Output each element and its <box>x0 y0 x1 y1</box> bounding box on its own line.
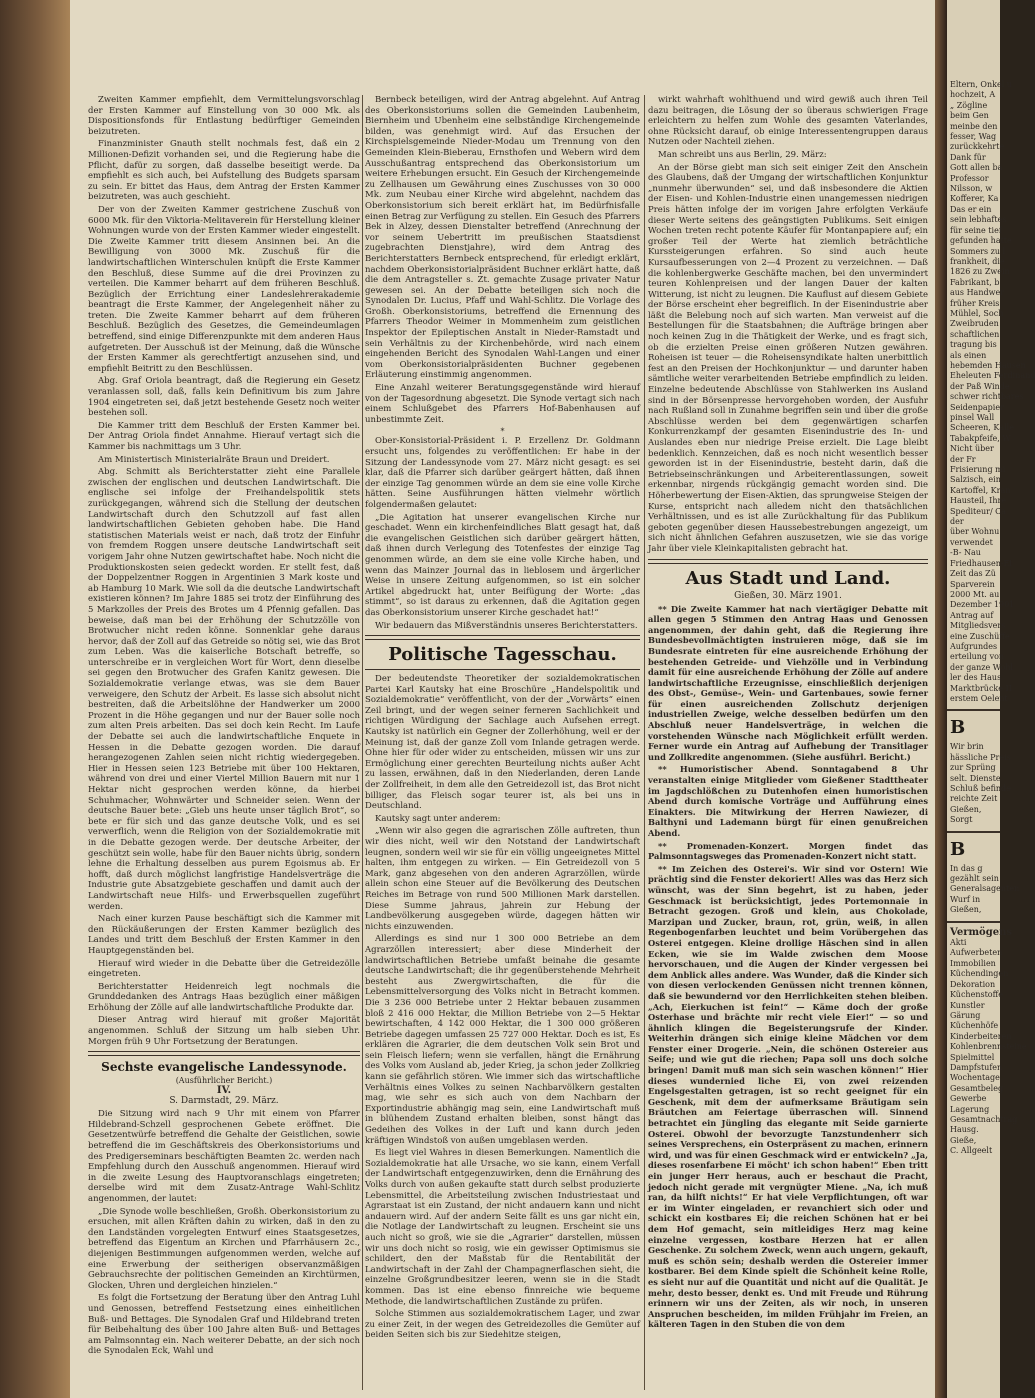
news-item: ** Im Zeichen des Osterei's. Wir sind vor Ostern! Wie prächtig sind die Fenster dekoriert! Alles was das Herz sich wünscht, was der Sinn begehrt, ist zu haben, jeder Geschmack ist berücksichtigt, jedes Portemonnaie in Betracht gezogen. Groß und klein, aus Chokolade, Marzipan und Zucker, braun, rot, grün, weiß, in allen Regenbogenfarben leuchtet und beim Vorübergehen das Osterei entgegen. Kleine drollige Häschen sind in allen Ecken, wie sie im Walde zwischen dem Moose hervorschauen, und die Augen der Kinder vergessen bei dem Anblick alles andere. Was Wunder, daß die Kinder sich von diesen verlockenden Genüssen nicht trennen können, daß sie bewundernd vor den Herrlichkeiten stehen bleiben. „Ach, Eierkuchen ist fein!“ — Käme doch der große Osterhase und brächte mir recht viele Eier!“ — so und ähnlich klingen die Begeisterungsrufe der Kinder. Weiterhin drängen sich einige kleine Mädchen vor dem Fenster einer Drogerie. „Nein, die schönen Ostereier aus Seife; und wie gut die riechen; Papa soll uns doch solche bringen! Damit muß man sich sein waschen können!“ Hier dieses wundernied liche Ei, von zwei reizenden Engelsgestalten getragen, ist so recht geeignet für ein Geschenk, mit dem der aufmerksame Bräutigam sein Bräutchen am Feiertage überraschen will. Sinnend betrachtet ein Jüngling das elegante mit Seide garnierte Osterei. Obwohl der bevorzugte Tanzstundenherr sich seines Versprechens, ein Osterpräsent zu machen, erinnern wird, und was für einen Geschmack wird er entwickeln? „Ja, dieses rosenfarbene Ei möcht' ich schon haben!“ Eben tritt ein junger Herr heraus, auch er beschaut die Pracht, jedoch nicht gerade mit vergnügter Miene. „Na, ich muß ran, da hilft nichts!“ Er hat viele Verpflichtungen, oft war er im Winter eingeladen, er revanchiert sich oder und schickt ein kostbares Ei; die reichen Schönen hat er bei dem Hof gemacht, sein mitleidiges Herz mag keine einzelne vergessen, kostbare Herzen hat er allen Geschenke. Zu solchem Zweck, wenn auch ungern, gekauft, muß es schön sein; deshalb werden die Ostereier immer kostbarer. Bei dem Kinde spielt die Schönheit keine Rolle, es sieht nur auf die Quantität und nicht auf die Qualität. Je mehr, desto besser, denkt es. Und mit Freude und Rührung erinnern wir uns der Zeiten, als wir noch, in unseren Anspruchen bescheiden, im milden Frühjahr im Freien, an kälteren Tagen in den Stuben die von dem <box>648 863 928 1330</box>
parliament-report <box>88 95 360 1047</box>
adjacent-page-line: hochzeit, A <box>950 90 996 100</box>
adjacent-page-line: schwer richtbares <box>950 392 1024 402</box>
adjacent-page-line: In das g <box>950 863 983 873</box>
adjacent-page-line: Salzisch, ein <box>950 475 1001 485</box>
adjacent-page-initial: B <box>950 717 966 739</box>
adjacent-page-line: ler des Haus <box>950 673 1002 683</box>
politics-article <box>365 644 640 1341</box>
adjacent-page-line: Professor <box>950 173 989 183</box>
adjacent-page-line: Seidenpapier <box>950 402 1004 412</box>
article-paragraph: Nach einer kurzen Pause beschäftigt sich die Kammer mit den Rückäußerungen der Ersten Kammer bezüglich des Landes und tritt dem Beschluß der Ersten Kammer in den Hauptgegenständen bei. <box>88 914 360 956</box>
adjacent-page-line: Tabakpfeife, W <box>950 433 1011 443</box>
adjacent-page-line: -B- Nau <box>950 548 981 558</box>
adjacent-page-line: beim Gen <box>950 111 989 121</box>
article-paragraph: wirkt wahrhaft wohlthuend und wird gewiß auch ihren Teil dazu beitragen, die Lösung der so überaus schwierigen Frage erleichtern zu helfen zum Wohle des gesamten Vaterlandes, ohne Rücksicht darauf, ob einige Interessentengruppen daraus Nutzen oder Nachteil ziehen. <box>648 95 928 148</box>
adjacent-page-line: zur Sprüng <box>950 763 996 773</box>
adjacent-page-line: Hausteil, Ihre <box>950 496 1007 506</box>
article-paragraph: Bernbeck beteiligen, wird der Antrag abgelehnt. Auf Antrag des Oberkonsistoriums sollen die Gemeinden Laubenheim, Biernheim und Ubenheim eine selbständige Kirchengemeinde bilden, was genehmigt wird. Auf das Ersuchen der Kirchspielsgemeinde Nieder-Modau um Trennung von den Gemeinden Klein-Bieberau, Ernsthofen und Webern wird dem Ausschußantrag entsprechend das Oberkonsistorium um weitere Erhebungen ersucht. Ein Gesuch der Kirchengemeinde zu Zellhausen um Gewährung eines Zuschusses von 30 000 Mk. zum Neubau einer Kirche wird abgelehnt, nachdem das Oberkonsistorium sich bereit erklärt hat, im Bedürfnisfalle einen Betrag zur Verfügung zu stellen. Ein Gesuch des Pfarrers Bek in Alzey, dessen Dienstalter betreffend (Anrechnung der vor seinem Uebertritt im preußischen Staatsdienst zugebrachten Dienstjahre), wird dem Antrag des Berichterstatters Bernbeck entsprechend, für erledigt erklärt, nachdem Oberkonsistorialpräsident Buchner erklärt hatte, daß die dem Antragsteller s. Zt. gemachte Zusage privater Natur gewesen sei. An der Debatte beteiligen sich noch die Synodalen Dr. Lucius, Pfaff und Wahl-Schlitz. Die Vorlage des Großh. Oberkonsistoriums, betreffend die Ernennung des Pfarrers Theodor Weimer in Mommenheim zum geistlichen Inspektor der Epileptischen Anstalt in Nieder-Ramstadt und sein Verhältnis zu der Kirchenbehörde, wird nach einem eingehenden Bericht des Synodalen Wahl-Langen und einer vom Oberkonsistorialpräsidenten Buchner gegebenen Erläuterung einstimmig angenommen. <box>365 95 640 381</box>
adjacent-page-line: Schluß befinde <box>950 784 1011 793</box>
column-rule-1 <box>362 95 363 1390</box>
adjacent-page-line: der Fr <box>950 454 976 464</box>
adjacent-page-line: Mitgliedsvers <box>950 621 1006 631</box>
adjacent-page-line: Küchenstoffe <box>950 990 1004 1000</box>
adjacent-page-line: über Wohnu <box>950 527 1000 537</box>
synod-dateline: S. Darmstadt, 29. März. <box>169 1096 279 1107</box>
adjacent-page-line: Marktbrücke II <box>950 683 1012 693</box>
adjacent-page-rule <box>947 831 1000 833</box>
adjacent-page-heading: Vermögens <box>950 926 1012 938</box>
adjacent-page-line: hebemden Hausen <box>950 360 1026 370</box>
adjacent-page-text-top <box>947 80 1035 704</box>
column-rule-2 <box>644 95 645 1390</box>
article-paragraph: Der bedeutendste Theoretiker der sozialdemokratischen Partei Karl Kautsky hat eine Broschüre „Handelspolitik und Sozialdemokratie“ veröffentlicht, von der der „Vorwärts“ einen Zeil bringt, und der wegen seiner ferneren Sachlichkeit und richtigen Würdigung der Sachlage auch Aufsehen erregt. Kautsky ist natürlich ein Gegner der Zollerhöhung, weil er der Meinung ist, daß der ganze Zoll vom Inlande getragen werde. Ohne hier für oder wider zu entscheiden, müssen wir uns zur Ermöglichung einer gerechten Beurteilung nichts außer Acht zu lassen, erwähnen, daß in den Niederlanden, deren Lande der Zollfreiheit, in dem alle den Getreidezoll ist, das Brot nicht billiger, das Fleisch sogar teurer ist, als bei uns in Deutschland. <box>365 674 640 812</box>
economy-article <box>648 95 928 555</box>
adjacent-page-line: Fabrikant, b <box>950 277 1000 287</box>
adjacent-page-line: Gärung <box>950 1010 981 1020</box>
adjacent-page-line: Dampfstufen <box>950 1062 1003 1072</box>
section-divider <box>648 559 928 564</box>
adjacent-page-line: der <box>950 517 964 527</box>
adjacent-page-line: Frisierung mi <box>950 465 1006 475</box>
synod-continuation <box>365 95 640 631</box>
article-paragraph: „Die Synode wolle beschließen, Großh. Oberkonsistorium zu ersuchen, mit allen Kräften dahin zu wirken, daß in den zu den Landständen vorgelegten Entwurf eines Staatsgesetzes, betreffend das Eigentum an Kirchen und Pfarrhäusern 2c., diejenigen Bestimmungen aufgenommen werden, welche auf eine Erwerbung der seitherigen observanzmäßigen Gebrauchsrechte der politischen Gemeinden an Kirchtürmen, Glocken, Uhren und dergleichen hinzielen.“ <box>88 1206 360 1291</box>
local-news-section <box>648 568 928 1330</box>
adjacent-page-line: Nicht über <box>950 444 994 454</box>
asterisk-separator: * <box>500 427 505 437</box>
adjacent-page-line: Sparverein <box>950 579 995 589</box>
adjacent-page-line: der ganze Wohl <box>950 662 1013 672</box>
adjacent-page-line: schaftlichen <box>950 329 1000 339</box>
adjacent-page-line: aus Handwer <box>950 288 1004 298</box>
adjacent-page-line: pinsel Wall <box>950 413 995 422</box>
adjacent-page-line: Eltern, Onkel u <box>950 80 1012 89</box>
adjacent-page-line: Hausg. <box>950 1125 979 1135</box>
article-paragraph: Wir bedauern das Mißverständnis unseres Berichterstatters. <box>375 620 638 631</box>
article-paragraph: Am Ministertisch Ministerialräte Braun und Dreidert. <box>98 454 330 465</box>
news-item: ** Humoristischer Abend. Sonntagabend 8 Uhr veranstalten einige Mitglieder vom Gießener Stadttheater im Jagdschlößchen zu Dutenhofen einen humoristischen Abend durch komische Vorträge und Aufführung eines Einakters. Die Mitwirkung der Herren Nawiezer, di Balthyni und Lademann bürgt für einen genußreichen Abend. <box>648 764 928 838</box>
article-paragraph: „Wenn wir also gegen die agrarischen Zölle auftreten, thun wir dies nicht, weil wir den Notstand der Landwirtschaft leugnen, sondern weil wir sie für ein völlig ungeeignetes Mittel halten, ihm entgegen zu wirken. — Ein Getreidezoll von 5 Mark, ganz abgesehen von den anderen Agrarzöllen, würde allein schon eine Steuer auf die Bevölkerung des Deutschen Reiches im Betrage von rund 500 Millionen Mark darstellen. Diese Summe jahraus, jahrein zur Hebung der Landbevölkerung ausgegeben würde, dagegen hätten wir nichts einzuwenden. <box>365 826 640 932</box>
adjacent-page-line: Gesamtbeleg <box>950 1083 1004 1093</box>
article-paragraph: Finanzminister Gnauth stellt nochmals fest, daß ein 2 Millionen-Defizit vorhanden sei, und die Regierung habe die Pflicht, dafür zu sorgen, daß dasselbe beseitigt werde. Da empfiehlt es sich auch, bei Aufstellung des Budgets sparsam zu sein. Er bittet das Haus, dem Antrag der Ersten Kammer beizutreten, was auch geschieht. <box>88 139 360 203</box>
adjacent-page-line: Kohlenbrennsteine <box>950 1042 1027 1052</box>
adjacent-page-line: Wir brin <box>950 742 984 752</box>
adjacent-page-line: reichte Zeit <box>950 794 998 804</box>
adjacent-page-line: Zweibruden <box>950 319 999 329</box>
book-binding-gutter <box>0 0 70 1398</box>
adjacent-page-line: Nilsson, w <box>950 184 993 194</box>
adjacent-page-text-low <box>947 863 1020 916</box>
article-paragraph: Abg. Graf Oriola beantragt, daß die Regierung ein Gesetz veranlassen soll, daß, falls kein Definitivum bis zum Jahre 1904 eingetreten sei, daß jetzt bestehende Gesetz noch weiter bestehen soll. <box>88 376 360 419</box>
adjacent-page-line: Sorgt <box>950 815 973 825</box>
adjacent-page-line: 1826 zu Zwein <box>950 267 1010 277</box>
politics-heading: Politische Tagesschau. <box>388 644 617 666</box>
column-1 <box>88 95 360 1385</box>
news-item: ** Promenaden-Konzert. Morgen findet das Palmsonntagsweges das Promenaden-Konzert nicht statt. <box>648 840 928 862</box>
adjacent-page-line: Dezember 1901 <box>950 600 1015 610</box>
adjacent-page-line: Immobilien <box>950 958 996 968</box>
adjacent-page-line: Gewerbe <box>950 1094 987 1104</box>
page-edge-shadow <box>935 0 947 1398</box>
adjacent-page-line: Gießen, <box>950 804 982 814</box>
adjacent-page-line: meinbe den <box>950 121 998 131</box>
adjacent-page-line: Sommers zu l <box>950 246 1006 256</box>
adjacent-page-line: tragung bis <box>950 340 997 350</box>
adjacent-page-line: Küchenhöfe <box>950 1021 999 1031</box>
adjacent-page-line: Aufgrundes <box>950 641 998 651</box>
synod-article <box>88 1060 360 1357</box>
article-paragraph: Die Sitzung wird nach 9 Uhr mit einem von Pfarrer Hildebrand-Schzell gesprochenen Gebete eröffnet. Die Gesetzentwürfe betreffend die Gehalte der Geistlichen, sowie betreffend die im Geschäftskreis des Oberkonsistoriums und des Predigerseminars beschäftigten Beamten 2c. werden nach Empfehlung durch den Ausschuß angenommen. Hierauf wird in die zweite Lesung des Hauptvoranschlags eingetreten; derselbe wird mit dem Zusatz-Antrage Wahl-Schlitz angenommen, der lautet: <box>88 1109 360 1204</box>
adjacent-page-line: Zeit das Zü <box>950 569 996 579</box>
adjacent-page-rule <box>947 921 1000 923</box>
adjacent-page-line: erstem Oelent <box>950 693 1008 703</box>
adjacent-page-initial: B <box>950 838 966 860</box>
adjacent-page-line: Lagerung <box>950 1104 990 1114</box>
column-2 <box>365 95 640 1385</box>
adjacent-page-line: Mühlel, Soch <box>950 308 1004 318</box>
newspaper-page <box>70 0 935 1398</box>
article-paragraph: „Die Agitation hat unserer evangelischen Kirche nur geschadet. Wenn ein kirchenfeindliches Blatt gesagt hat, daß die evangelischen Geistlichen sich darüber geärgert hätten, daß ihnen durch Verlegung des Totenfestes der einzige Tag genommen würde, an dem sie eine volle Kirche haben, und wenn das Mainzer Journal das in lieblosem und ärgerlicher Weise in unsere Zeitung aufgenommen, so ist ein solcher Artikel abgedruckt hat, unter Beifügung der Worte: „das stimmt“, so ist daraus zu erkennen, daß die Agitation gegen das Oberkonsistorium unserer Kirche geschadet hat!“ <box>365 512 640 618</box>
local-news-heading: Aus Stadt und Land. <box>685 567 891 589</box>
adjacent-page-line: Kartoffel, Kran <box>950 485 1011 495</box>
synod-heading: Sechste evangelische Landessynode. <box>101 1060 347 1075</box>
article-paragraph: Eine Anzahl weiterer Beratungsgegenstände wird hierauf von der Tagesordnung abgesetzt. Die Synode vertagt sich nach einem Schlußgebet des Pfarrers Hof-Babenhausen auf unbestimmte Zeit. <box>365 383 640 425</box>
adjacent-page-line: Aufwerbeten <box>950 948 1003 958</box>
adjacent-page-line: Antrag auf <box>950 610 994 620</box>
adjacent-page-line: Gießen, <box>950 905 982 915</box>
adjacent-page-line: Das er ein <box>950 204 992 214</box>
adjacent-page-line: Spediteur/ Ca <box>950 506 1007 516</box>
adjacent-page-line: Küchendingen <box>950 969 1009 979</box>
article-paragraph: Berichterstatter Heidenreich legt nochmals die Grunddedanken des Antrags Haas bezüglich einer mäßigen Erhöhung der Zölle auf alle landwirtschaftliche Produkte dar. <box>88 981 360 1013</box>
adjacent-page-line: für seine tief <box>950 225 1002 235</box>
article-paragraph: Man schreibt uns aus Berlin, 29. März: <box>658 149 827 160</box>
column-3 <box>648 95 928 1385</box>
adjacent-page-line: zurückkehrte <box>950 142 1005 152</box>
article-paragraph: Die Kammer tritt dem Beschluß der Ersten Kammer bei. Der Antrag Oriola findet Annahme. Hierauf vertagt sich die Kammer bis nachmittags um 3 Uhr. <box>88 420 360 452</box>
adjacent-page-line: Wochentage <box>950 1073 1000 1083</box>
article-paragraph: Solche Stimmen aus sozialdemokratischem Lager, und zwar zu einer Zeit, in der wegen des Getreidezolles die Gemüter auf beiden Seiten sich bis zur Siedehitze steigen, <box>365 1309 640 1341</box>
section-divider <box>88 1051 360 1056</box>
article-paragraph: Ober-Konsistorial-Präsident i. P. Erzellenz Dr. Goldmann ersucht uns, folgendes zu veröffentlichen: Er habe in der Sitzung der Landessynode vom 27. März nicht gesagt: es sei klar, daß die Pfarrer sich darüber geärgert hätten, daß ihnen der einzige Tag genommen würde an dem sie eine volle Kirche hätten. Seine Ausführungen hätten vielmehr wörtlich folgendermaßen gelautet: <box>365 436 640 510</box>
section-divider <box>365 635 640 640</box>
article-paragraph: Dieser Antrag wird hierauf mit großer Majorität angenommen. Schluß der Sitzung um halb sieben Uhr. Morgen früh 9 Uhr Fortsetzung der Beratungen. <box>88 1015 360 1047</box>
local-news-dateline: Gießen, 30. März 1901. <box>734 590 842 601</box>
adjacent-page-line: gezählt sein <box>950 874 999 884</box>
adjacent-page-line: früher Kreis <box>950 298 1000 308</box>
adjacent-page-line: Kinderbeiteren <box>950 1031 1012 1041</box>
adjacent-page-line: Akti <box>950 938 967 948</box>
adjacent-page-line: Spielmittel <box>950 1052 995 1062</box>
article-paragraph: Es liegt viel Wahres in diesen Bemerkungen. Namentlich die Sozialdemokratie hat alle Ursache, wo sie kann, einem Verfall der Landwirtschaft entgegenzuwirken, denn die Ernährung des Volks durch von außen gekaufte statt durch selbst produzierte Lebensmittel, die Arbeitsteilung zwischen Industriestaat und Agrarstaat ist ein Zustand, der nicht andauern kann und nicht andauern wird. Auf der andern Seite fällt es uns gar nicht ein, die Notlage der Landwirtschaft zu leugnen. Erscheint sie uns auch nicht so groß, wie sie die „Agrarier“ darstellen, müssen wir uns doch nicht so rosig, wie ein gewisser Optimismus sie schildert, den der Maßstab für die Rentabilität der Landwirtschaft in der Zahl der Champagnerflaschen sieht, die einzelne Großgrundbesitzer leeren, wenn sie in die Stadt kommen. Das ist eine ebenso finnreiche wie bequeme Methode, die landwirtschaftlichen Zustände zu prüfen. <box>365 1148 640 1307</box>
adjacent-page-line: hässliche Preis <box>950 752 1011 762</box>
adjacent-page-line: Gott allen ba <box>950 163 1003 173</box>
article-paragraph: Es folgt die Fortsetzung der Beratung über den Antrag Luhl und Genossen, betreffend Festsetzung eines einheitlichen Buß- und Bettages. Die Synodalen Graf und Hildebrand treten für Beibehaltung des über 100 Jahre alten Buß- und Bettages am Palmsonntag ein. Nach weiterer Debatte, an der sich noch die Synodalen Eck, Wahl und <box>88 1293 360 1357</box>
adjacent-page-text-bottom <box>947 938 1027 1157</box>
adjacent-page-fragment <box>947 0 1035 1398</box>
synod-number: IV. <box>216 1085 232 1097</box>
adjacent-page-line: Kunstler <box>950 1000 985 1010</box>
adjacent-page-line: Generalsagenten <box>950 884 1020 894</box>
adjacent-page-line: sein lebhaftes <box>950 215 1007 225</box>
adjacent-page-line: als einen <box>950 350 987 360</box>
adjacent-page-line: C. Allgeelt <box>950 1146 993 1156</box>
adjacent-page-line: selt. Dienste <box>950 773 1001 783</box>
adjacent-page-line: Wurf in <box>950 894 981 904</box>
adjacent-page-line: eine Zuschüffe <box>950 631 1010 641</box>
adjacent-page-line: Kofferer, Ka <box>950 194 999 204</box>
adjacent-page-line: der Paß Winde <box>950 381 1010 391</box>
adjacent-page-line: frankheit, die <box>950 256 1005 266</box>
article-paragraph: Der von der Zweiten Kammer gestrichene Zuschuß von 6000 Mk. für den Viktoria-Melitaverein für Herstellung kleiner Wohnungen wurde von der Ersten Kammer wieder eingestellt. Die Zweite Kammer tritt diesem Ansinnen bei. An die Bewilligung von 3000 Mk. Zuschuß für die landwirtschaftlichen Winterschulen knüpft die Erste Kammer den Beschluß, diese Summe auf die drei Provinzen zu verteilen. Die Kammer beharrt auf dem früheren Beschluß. Bezüglich der Errichtung einer Landeslehrerakademie beantragt die Erste Kammer, der Angelegenheit näher zu treten. Die Zweite Kammer beharrt auf dem früheren Beschluß. Bezüglich des Gesetzes, die Gemeindeumlagen betreffend, sind einige Differenzpunkte mit dem anderen Haus aufgetreten. Der Ausschuß ist der Meinung, daß die Wünsche der Ersten Kammer als gerechtfertigt anzusehen sind, und empfiehlt Beitritt zu den Beschlüssen. <box>88 204 360 374</box>
adjacent-page-line: Scheeren, Kalle <box>950 423 1014 433</box>
news-item: ** Die Zweite Kammer hat nach viertägiger Debatte mit allen gegen 5 Stimmen den Antrag Haas und Genossen angenommen, der dahin geht, daß die Regierung ihre Bundesbevollmächtigten instruieren möge, daß sie im Bundesrate eintreten für eine ausreichende Erhöhung der bestehenden Getreide- und Viehzölle und in Verbindung damit für eine ausreichende Erhöhung der Zölle auf andere landwirtschaftliche Erzeugnisse, einschließlich derjenigen des Obst-, Gemüse-, Wein- und Gartenbaues, sowie ferner für einen ausreichenden Zollschutz derjenigen industriellen Zweige, welche desselben bedürfen um den Abschluß neuer Handelsverträge, in welchen die vorstehenden Wünsche nach Möglichkeit erfüllt werden. Ferner wurde ein Antrag auf Aufhebung der Transitlager und Zollkredite angenommen. (Siehe ausführl. Bericht.) <box>648 603 928 762</box>
heading-rule <box>365 669 640 670</box>
adjacent-page-rule <box>947 709 1000 711</box>
adjacent-page-text-mid <box>947 742 1011 825</box>
adjacent-page-line: gefunden hatte <box>950 236 1012 246</box>
adjacent-page-line: „ Zögline <box>950 100 988 110</box>
adjacent-page-line: verwendet <box>950 537 993 547</box>
synod-subtitle: (Ausführlicher Bericht.) <box>175 1076 273 1086</box>
adjacent-page-line: Dank für <box>950 152 986 162</box>
article-paragraph: Abg. Schmitt als Berichterstatter zieht eine Parallele zwischen der englischen und deutschen Landwirtschaft. Die englische sei infolge der Freihandelspolitik stets zurückgegangen, während sich die Stellung der deutschen Landwirtschaft durch den Schutzzoll auf fast allen landwirtschaftlichen Gebieten gehoben habe. Die Hand statistischen Materials weist er nach, daß trotz der Einfuhr von fremdem Roggen unsere deutsche Landwirtschaft seit vorigem Jahr ohne Nutzen gewirtschaftet habe. Noch nicht die Produktionskosten seien gedeckt worden. Er stellt fest, daß der Doppelzentner Roggen in Argentinien 3 Mark koste und ab Hamburg 10 Mark. Wie soll da die deutsche Landwirtschaft existieren können? Im Jahre 1885 sei trotz der Einführung des 5 Markzolles der Preis des Brotes um 4 Pfennig gefallen. Das beweise, daß man bei der Erhöhung der Schutzzölle von Brotwucher nicht reden könne. Sonnenklar gehe daraus hervor, daß der Zoll auf das Getreide so nötig sei, wie das Brot zum Leben. Was die kaiserliche Botschaft betreffe, so unterschreibe er in vergleichen Wort für Wort, denn dieselbe sei gegen den Brotwucher des Grafen Kanitz gewesen. Die Sozialdemokratie verlange etwas, was sie dem Bauer verweigere, den Schutz der Arbeit. Es lasse sich absolut nicht bestreiten, daß die Arbeitslöhne der Handwerker um 2000 Prozent in die Höhe gegangen und nur der Bauer solle noch zum alten Preis arbeiten. Das sei doch kein Recht. Im Laufe der Debatte sei auch die landwirtschaftliche Enquete in Hessen in die Debatte gezogen worden. Die darauf herangezogenen Zahlen seien nicht richtig wiedergegeben. Hier in Hessen seien 123 Betriebe mit über 100 Hektaren, während von drei und einer Viertel Million Bauern mit nur 1 Hektar nicht gesprochen werden könne, da hierbei Schuhmacher, Wohnwärter und Schneider seien. Wenn der deutsche Bauer bete: „Gieb uns heute unser täglich Brot“, so bete er für sich und das ganze deutsche Volk, und es sei verwerflich, wenn die Religion von der Sozialdemokratie mit in die Debatte gezogen werde. Der deutsche Arbeiter, der geschützt sein wolle, habe für den Bauer nichts übrig, sondern lehne die Erhaltung desselben aus purem Egoismus ab. Er hofft, daß durch möglichst langfristige Handelsverträge die Industrie gute Absatzgebiete geschaffen und damit auch der Landwirtschaft neue Hilfs- und Erwerbsquellen zugeführt werden. <box>88 467 360 912</box>
article-paragraph: Zweiten Kammer empfiehlt, dem Vermittelungsvorschlag der Ersten Kammer auf Einstellung von 30 000 Mk. als Dispositionsfonds für Entlastung bedürftiger Gemeinden beizutreten. <box>88 95 360 137</box>
article-paragraph: Allerdings es sind nur 1 300 000 Betriebe an dem Agrarzöllen interessiert; aber diese Minderheit der landwirtschaftlichen Betriebe umfaßt beinahe die gesamte deutsche Landwirtschaft; die ihr gegenüberstehende Mehrheit besteht aus Zwergwirtschaften, die für die Lebensmittelversorgung des Volks nicht in Betracht kommen. Die 3 236 000 Betriebe unter 2 Hektar bebauen zusammen bloß 2 416 000 Hektar, die Million Betriebe von 2—5 Hektar bewirtschaften, 4 142 000 Hektar, die 1 300 000 größeren Betriebe dagegen umfassen 25 727 000 Hektar. Doch es ist, Es erklären die Agrarier, die dem deutschen Volk sein Brot und sein Fleisch liefern; wenn sie verfallen, hängt die Ernährung des Volks vom Ausland ab, jeder Krieg, ja schon jeder Zollkrieg kann sie gefährlich stören. Wie immer sich das wirtschaftliche Verhältnis eines Volkes zu seinen Nachbarvölkern gestalten mag, wie sehr es sich auch von dem Nachbarn der Exportindustrie abhängig mag sein, eine Landwirtschaft muß in blühendem Zustand erhalten bleiben, sonst hängt das Gedeihen des Volkes in der Luft und kann durch jeden kräftigen Windstoß von außen umgeblasen werden. <box>365 934 640 1146</box>
adjacent-page-line: Gesamtnachtrag <box>950 1114 1018 1124</box>
adjacent-page-line: 2000 Mt. au <box>950 589 1000 599</box>
adjacent-page-line: Friedhausen-Ei <box>950 558 1012 568</box>
article-paragraph: An der Börse giebt man sich seit einiger Zeit den Anschein des Glaubens, daß der Umgang der wirtschaftlichen Konjunktur „nunmehr überwunden“ sei, und daß insbesondere die Aktien der Eisen- und Kohlen-Industrie einen unangemessen niedrigen Preis hätten infolge der im vorigen Jahre erfolgten Verkäufe dieser Werte seitens des geängstigten Publikums. Seit einigen Wochen treten recht potente Käufer für Montanpapiere auf; ein großer Teil der Werte hat ziemlich beträchtliche Kurssteigerungen erfahren. So sind auch heute Kursaufbesserungen von 2—4 Prozent zu verzeichnen. — Daß die kohlenbergwerke Geschäfte machen, bei den unvermindert teuren Kohlenpreisen und der langen Dauer der kalten Witterung, ist nicht zu leugnen. Die Kauflust auf diesem Gebiete der Börse erscheint eher begreiflich. In der Eisenindustrie aber läßt die Belebung noch auf sich warten. Man verweist auf die Bestellungen für die Staatsbahnen; die Aufträge bringen aber noch keinen Zug in die Thätigkeit der Werke, und es fragt sich, ob die erzielten Preise einen größeren Nutzen gewähren. Roheisen ist teuer — die Roheisensyndikate halten unerbittlich fest an den Preisen der Hochkonjunktur — und darunter haben sämtliche weiter verarbeitenden Betriebe empfindlich zu leiden. Einzelne bedeutende Abschlüsse von Stahlwerken ins Ausland sind in der Börsenpresse hervorgehoben worden, der Ausfuhr nach Rußland soll in Zunahme begriffen sein und über die große Abschlüsse werden bei dem gegenwärtigen scharfen Konkurrenzkampf der gesamten Eisenindustrie des In- und Auslandes eben nur niedrige Preise erzielt. Die Lage bleibt bedenklich. Kennzeichen, daß es noch nicht wesentlich besser geworden ist in der Eisenindustrie, besteht darin, daß die Betriebseinschränkungen und Arbeiterentlassungen, soweit erkennbar, nirgends rückgängig gemacht worden sind. Die Höherbewertung der Eisen-Aktien, das sprungweise Steigen der Kurse, entspricht nach alledem nicht den thatsächlichen Verhältnissen, und es ist alle Zurückhaltung für das Publikum geboten gegenüber diesen Haussebestrebungen angezeigt, um sich nicht ähnlichen Gefahren auszusetzen, wie sie das vorige Jahr über viele Kleinkapitalisten gebracht hat. <box>648 162 928 554</box>
adjacent-page-line: Gieße, <box>950 1135 977 1145</box>
adjacent-page-line: Dekoration <box>950 979 996 989</box>
adjacent-page-line: fesser, Wag <box>950 132 997 142</box>
adjacent-page-line: Eheleuten Ferdinand <box>950 371 1035 381</box>
article-paragraph: Kautsky sagt unter anderem: <box>375 813 501 824</box>
adjacent-page-line: erteilung von <box>950 652 1005 662</box>
article-paragraph: Hierauf wird wieder in die Debatte über die Getreidezölle eingetreten. <box>88 958 360 980</box>
